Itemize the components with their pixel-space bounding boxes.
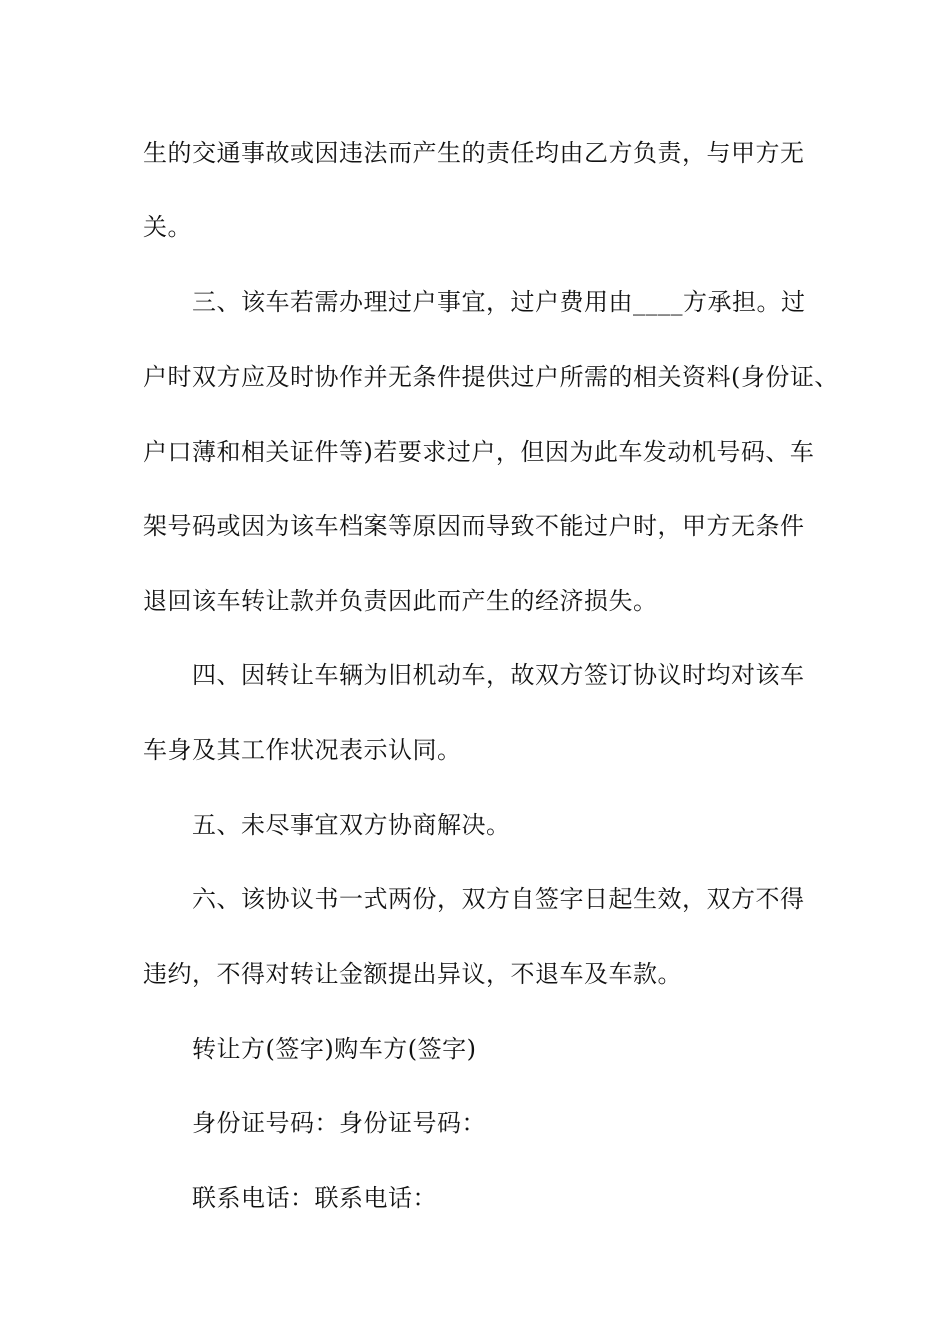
paragraph-line: 户时双方应及时协作并无条件提供过户所需的相关资料(身份证、 <box>143 363 839 391</box>
signature-line: 转让方(签字)购车方(签字) <box>192 1035 477 1063</box>
paragraph-line: 违约，不得对转让金额提出异议，不退车及车款。 <box>143 960 682 988</box>
paragraph-line: 生的交通事故或因违法而产生的责任均由乙方负责，与甲方无 <box>143 139 805 167</box>
paragraph-line: 户口薄和相关证件等)若要求过户，但因为此车发动机号码、车 <box>143 438 815 466</box>
id-number-line: 身份证号码：身份证号码： <box>192 1109 486 1137</box>
paragraph-line: 架号码或因为该车档案等原因而导致不能过户时，甲方无条件 <box>143 512 805 540</box>
clause-five-line: 五、未尽事宜双方协商解决。 <box>192 811 511 839</box>
paragraph-line: 关。 <box>143 213 192 241</box>
paragraph-line: 车身及其工作状况表示认同。 <box>143 736 462 764</box>
clause-six-line: 六、该协议书一式两份，双方自签字日起生效，双方不得 <box>192 885 805 913</box>
clause-three-line: 三、该车若需办理过户事宜，过户费用由____方承担。过 <box>192 288 806 316</box>
paragraph-line: 退回该车转让款并负责因此而产生的经济损失。 <box>143 587 658 615</box>
clause-four-line: 四、因转让车辆为旧机动车，故双方签订协议时均对该车 <box>192 661 805 689</box>
phone-line: 联系电话：联系电话： <box>192 1184 437 1212</box>
